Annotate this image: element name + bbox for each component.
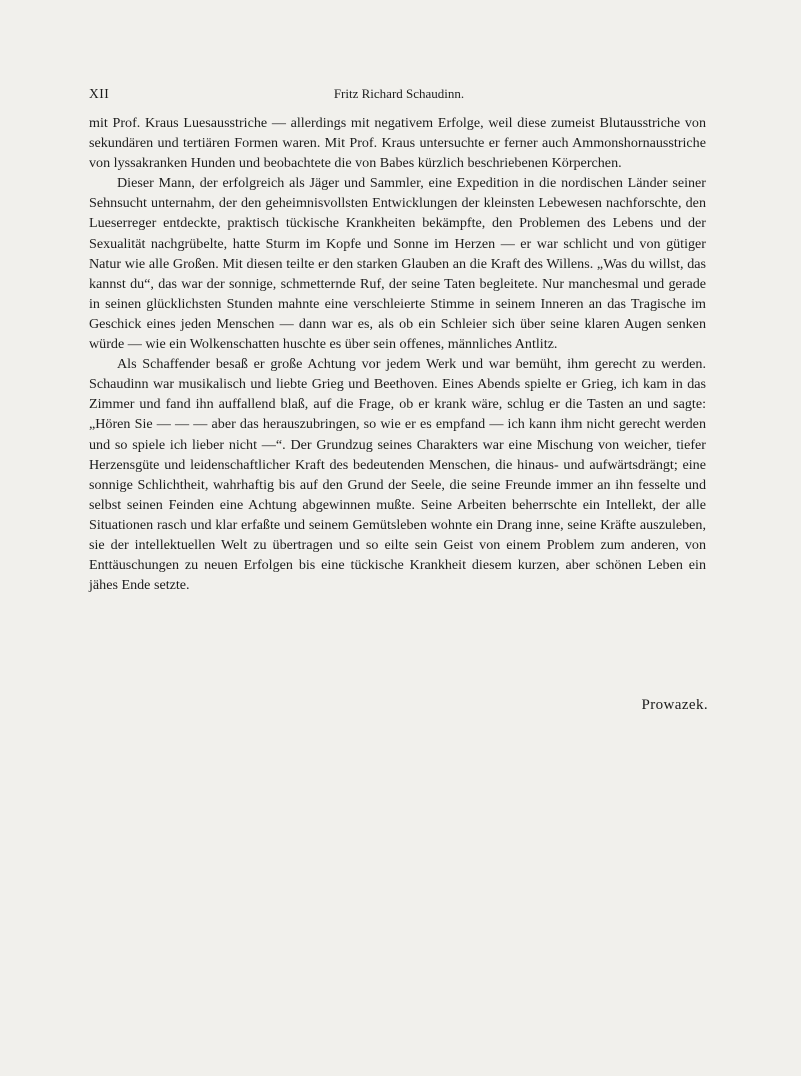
paragraph-music-and-character: Als Schaffender besaß er große Achtung vor jedem Werk und war bemüht, ihm gerecht zu werden. Schaudinn war musikalisch und liebte Grieg und Beethoven. Eines Abends spielte er Grieg, ich kam in das Zimmer und fand ihn auffallend blaß, auf die Frage, ob er krank wäre, schlug er die Tasten an und sagte: „Hören Sie — — — aber das herauszubringen, so wie er es empfand — ich kann ihm nicht gerecht werden und so spiele ich lieber nicht —“. Der Grundzug seines Charakters war eine Mischung von weicher, tiefer Herzensgüte und leidenschaftlicher Kraft des bedeutenden Menschen, die hinaus- und aufwärtsdrängt; eine sonnige Schlichtheit, wahrhaftig bis auf den Grund der Seele, die seine Freunde immer an ihn fesselte und selbst seinen Feinden eine Achtung abgewinnen mußte. Seine Arbeiten beherrschte ein Intellekt, der alle Situationen rasch und klar erfaßte und seinem Gemütsleben wohnte ein Drang inne, seine Kräfte auszuleben, sie der intellektuellen Welt zu übertragen und so eilte sein Geist von einem Problem zum anderen, von Enttäuschungen zu neuen Erfolgen bis eine tückische Krankheit diesem kurzen, aber schönen Leben ein jähes Ende setzte. [89, 356, 706, 594]
running-head-title: Fritz Richard Schaudinn. [333, 86, 465, 101]
author-signature: Prowazek. [641, 697, 708, 713]
body-text [89, 113, 706, 595]
paragraph-character-portrait: Dieser Mann, der erfolgreich als Jäger und Sammler, eine Expedition in die nordischen Länder seiner Sehnsucht unternahm, der den geheimnisvollsten Entwicklungen der kleinsten Lebewesen nachforschte, den Lueserreger entdeckte, praktisch tückische Krankheiten bekämpfte, den Problemen des Lebens und der Sexualität nachgrübelte, hatte Sturm im Kopfe und Sonne im Herzen — er war schlicht und von gütiger Natur wie alle Großen. Mit diesen teilte er den starken Glauben an die Kraft des Willens. „Was du willst, das kannst du“, das war der sonnige, schmetternde Ruf, der seine Taten begleitete. Nur manchesmal und gerade in seinen glücklichsten Stunden mahnte eine verschleierte Stimme in seinem Inneren an das Tragische im Geschick eines jeden Menschen — dann war es, als ob ein Schleier sich über seine klaren Augen senken würde — wie ein Wolkenschatten huschte es über sein offenes, männliches Antlitz. [89, 175, 706, 353]
running-head [89, 86, 709, 106]
page-number: XII [89, 86, 110, 101]
paragraph-continuation: mit Prof. Kraus Luesausstriche — allerdings mit negativem Erfolge, weil diese zumeist Blutausstriche von sekundären und tertiären Formen waren. Mit Prof. Kraus untersuchte er ferner auch Ammonshornausstriche von lyssakranken Hunden und beobachtete die von Babes kürzlich beschriebenen Körperchen. [89, 115, 706, 172]
